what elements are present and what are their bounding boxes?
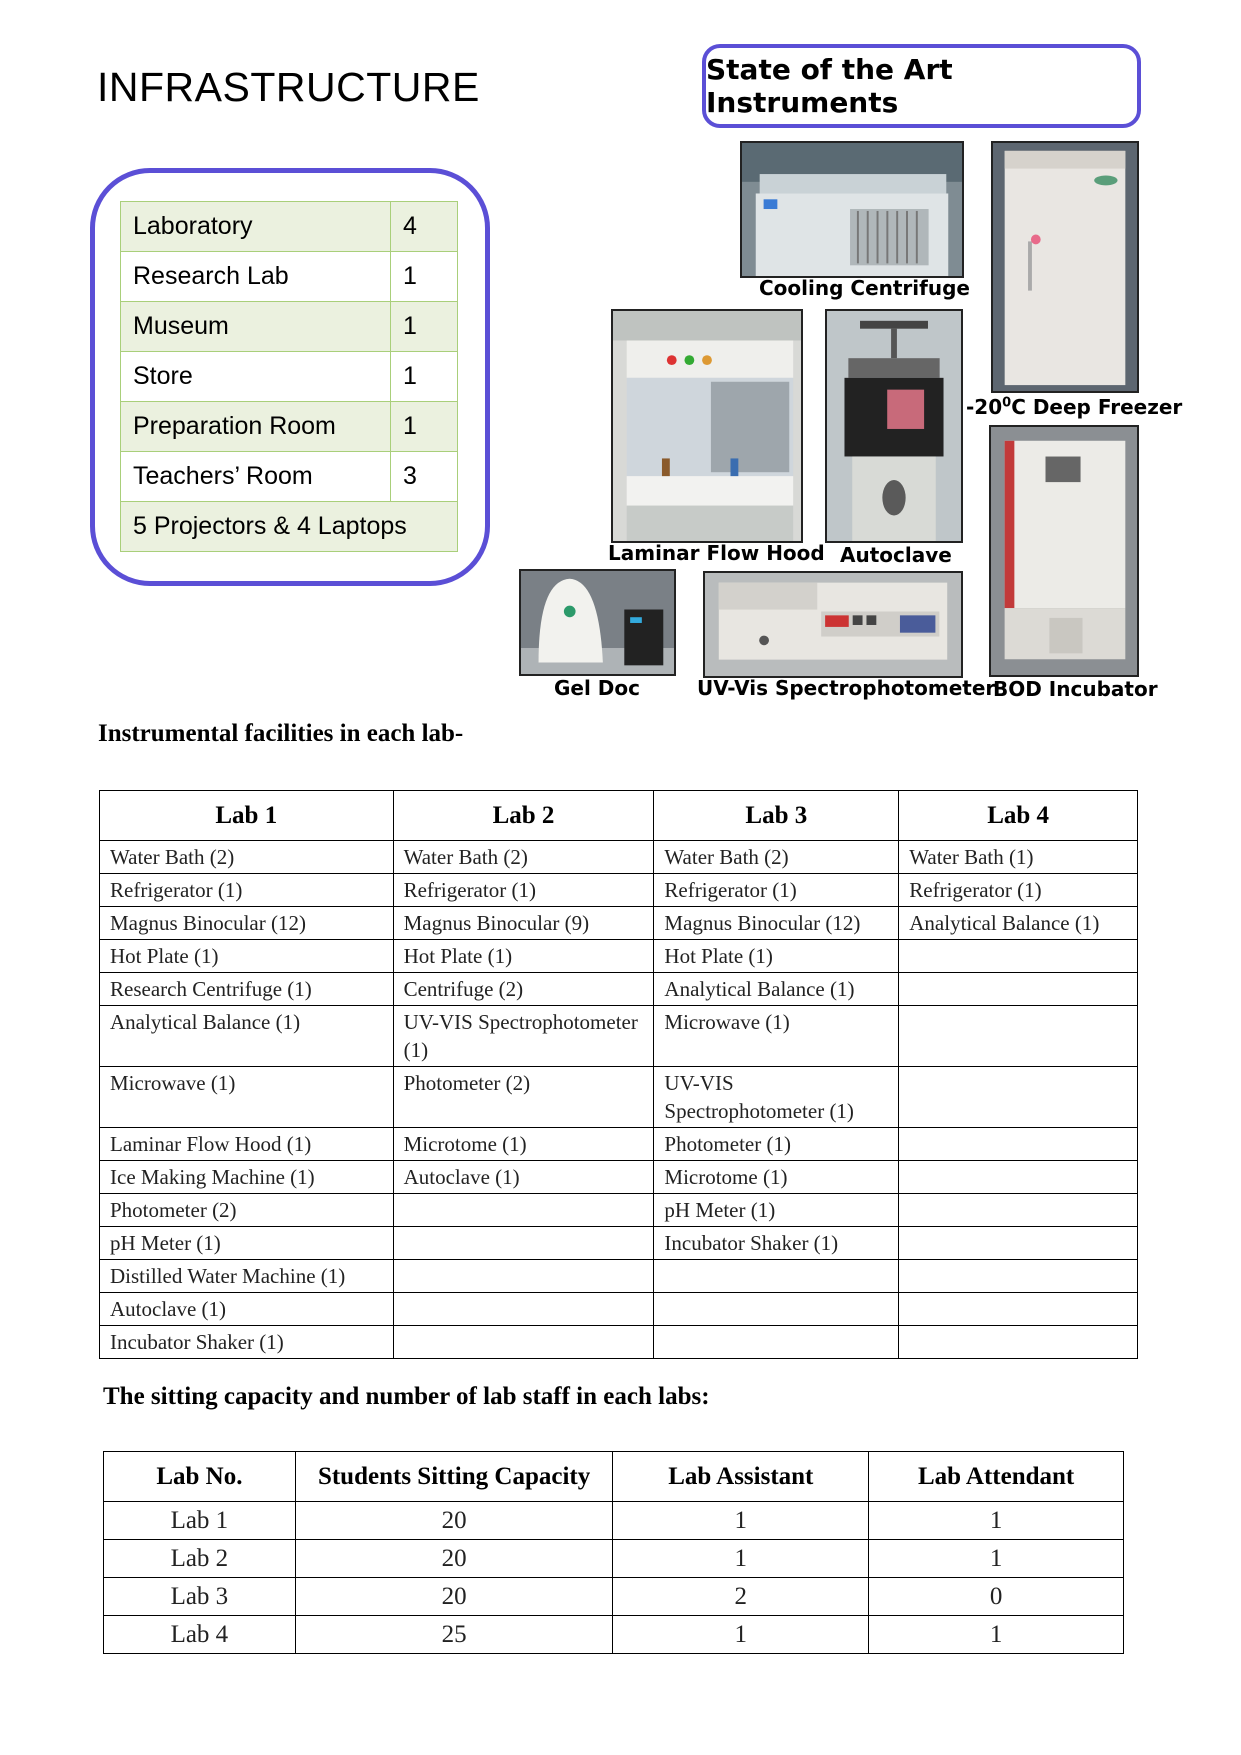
lab-facilities-cell: Microtome (1) — [654, 1161, 899, 1194]
lab-facilities-table — [99, 790, 1138, 1359]
capacity-cell: Lab 1 — [104, 1502, 296, 1540]
lab-facilities-cell: pH Meter (1) — [654, 1194, 899, 1227]
infrastructure-label: Store — [121, 352, 391, 402]
infrastructure-label: Museum — [121, 302, 391, 352]
capacity-cell: Lab 2 — [104, 1540, 296, 1578]
table-row — [100, 1326, 1138, 1359]
capacity-cell: Lab 3 — [104, 1578, 296, 1616]
cooling-centrifuge-caption: Cooling Centrifuge — [759, 276, 970, 300]
lab-facilities-cell: Photometer (1) — [654, 1128, 899, 1161]
uv-vis-caption: UV-Vis Spectrophotometer — [697, 676, 996, 700]
table-row — [100, 907, 1138, 940]
infrastructure-row — [121, 352, 458, 402]
lab-facilities-cell — [393, 1227, 654, 1260]
table-row — [100, 874, 1138, 907]
infrastructure-count: 1 — [391, 302, 458, 352]
infrastructure-footer: 5 Projectors & 4 Laptops — [121, 502, 458, 552]
table-row — [100, 1260, 1138, 1293]
capacity-cell: 1 — [869, 1502, 1124, 1540]
capacity-cell: Lab 4 — [104, 1616, 296, 1654]
lab-facilities-header: Lab 4 — [899, 791, 1138, 841]
lab-facilities-cell: Hot Plate (1) — [100, 940, 394, 973]
deep-freezer-caption-degree: 0 — [1002, 395, 1012, 411]
lab-facilities-cell — [899, 1161, 1138, 1194]
lab-facilities-cell: Refrigerator (1) — [100, 874, 394, 907]
lab-facilities-cell: Analytical Balance (1) — [899, 907, 1138, 940]
gel-doc-caption: Gel Doc — [554, 676, 640, 700]
table-row — [100, 1194, 1138, 1227]
lab-facilities-cell — [393, 1293, 654, 1326]
infrastructure-count: 1 — [391, 352, 458, 402]
lab-facilities-cell: Refrigerator (1) — [393, 874, 654, 907]
uv-vis-photo — [703, 571, 963, 678]
lab-facilities-cell: Centrifuge (2) — [393, 973, 654, 1006]
instruments-heading-box — [702, 44, 1141, 128]
capacity-cell: 1 — [613, 1502, 869, 1540]
instruments-heading: State of the Art Instruments — [706, 53, 953, 119]
lab-facilities-cell — [654, 1260, 899, 1293]
deep-freezer-caption — [966, 395, 1182, 419]
lab-facilities-cell: Hot Plate (1) — [654, 940, 899, 973]
capacity-cell: 25 — [295, 1616, 613, 1654]
page-title: INFRASTRUCTURE — [97, 64, 480, 110]
lab-facilities-cell: Water Bath (2) — [100, 841, 394, 874]
lab-facilities-cell — [654, 1293, 899, 1326]
lab-facilities-cell — [899, 1293, 1138, 1326]
infrastructure-label: Preparation Room — [121, 402, 391, 452]
lab-facilities-cell — [899, 1067, 1138, 1128]
infrastructure-footer-row — [121, 502, 458, 552]
infrastructure-label: Teachers’ Room — [121, 452, 391, 502]
capacity-cell: 20 — [295, 1540, 613, 1578]
deep-freezer-caption-prefix: -20 — [966, 395, 1003, 419]
lab-facilities-cell — [899, 1194, 1138, 1227]
lab-facilities-cell — [899, 973, 1138, 1006]
infrastructure-label: Laboratory — [121, 202, 391, 252]
capacity-header: Lab Attendant — [869, 1452, 1124, 1502]
infrastructure-count: 1 — [391, 252, 458, 302]
lab-facilities-cell: pH Meter (1) — [100, 1227, 394, 1260]
autoclave-caption: Autoclave — [840, 543, 952, 567]
lab-facilities-cell: Microwave (1) — [100, 1067, 394, 1128]
lab-facilities-cell — [899, 1227, 1138, 1260]
lab-facilities-cell: Research Centrifuge (1) — [100, 973, 394, 1006]
table-row — [100, 1067, 1138, 1128]
table-row — [100, 1006, 1138, 1067]
lab-facilities-cell: Water Bath (1) — [899, 841, 1138, 874]
lab-facilities-cell: Incubator Shaker (1) — [100, 1326, 394, 1359]
lab-facilities-cell — [899, 1006, 1138, 1067]
capacity-cell: 1 — [613, 1616, 869, 1654]
infrastructure-label: Research Lab — [121, 252, 391, 302]
table-row — [100, 1293, 1138, 1326]
table-row — [100, 1161, 1138, 1194]
lab-facilities-cell — [393, 1260, 654, 1293]
capacity-cell: 1 — [869, 1616, 1124, 1654]
lab-facilities-cell: Magnus Binocular (9) — [393, 907, 654, 940]
lab-facilities-cell: Analytical Balance (1) — [654, 973, 899, 1006]
table-row — [104, 1578, 1124, 1616]
lab-facilities-cell — [393, 1326, 654, 1359]
lab-facilities-cell: Distilled Water Machine (1) — [100, 1260, 394, 1293]
lab-facilities-header: Lab 2 — [393, 791, 654, 841]
lab-facilities-cell — [899, 940, 1138, 973]
table-row — [104, 1540, 1124, 1578]
lab-facilities-cell: Incubator Shaker (1) — [654, 1227, 899, 1260]
capacity-heading: The sitting capacity and number of lab staff in each labs: — [103, 1383, 710, 1410]
lab-facilities-cell: Magnus Binocular (12) — [100, 907, 394, 940]
lab-facilities-cell: Microtome (1) — [393, 1128, 654, 1161]
capacity-cell: 0 — [869, 1578, 1124, 1616]
laminar-flow-hood-caption: Laminar Flow Hood — [608, 541, 825, 565]
lab-facilities-cell: Water Bath (2) — [393, 841, 654, 874]
capacity-cell: 1 — [613, 1540, 869, 1578]
infrastructure-row — [121, 202, 458, 252]
infrastructure-count: 1 — [391, 402, 458, 452]
infrastructure-row — [121, 402, 458, 452]
lab-facilities-cell: Photometer (2) — [393, 1067, 654, 1128]
lab-facilities-cell: Autoclave (1) — [100, 1293, 394, 1326]
infrastructure-table — [120, 201, 458, 552]
table-row — [100, 940, 1138, 973]
lab-facilities-cell: Laminar Flow Hood (1) — [100, 1128, 394, 1161]
capacity-table — [103, 1451, 1124, 1654]
lab-facilities-cell — [393, 1194, 654, 1227]
table-row — [104, 1502, 1124, 1540]
table-row — [104, 1616, 1124, 1654]
capacity-cell: 1 — [869, 1540, 1124, 1578]
lab-facilities-cell: UV-VIS Spectrophotometer (1) — [654, 1067, 899, 1128]
lab-facilities-cell: Hot Plate (1) — [393, 940, 654, 973]
lab-facilities-header: Lab 1 — [100, 791, 394, 841]
lab-facilities-cell — [899, 1326, 1138, 1359]
lab-facilities-header: Lab 3 — [654, 791, 899, 841]
infrastructure-count: 4 — [391, 202, 458, 252]
lab-facilities-cell: UV-VIS Spectrophotometer (1) — [393, 1006, 654, 1067]
capacity-cell: 20 — [295, 1578, 613, 1616]
infrastructure-row — [121, 252, 458, 302]
infrastructure-row — [121, 452, 458, 502]
bod-incubator-photo — [989, 425, 1139, 677]
deep-freezer-caption-suffix: C Deep Freezer — [1011, 395, 1183, 419]
lab-facilities-cell — [654, 1326, 899, 1359]
capacity-cell: 20 — [295, 1502, 613, 1540]
gel-doc-photo — [519, 569, 676, 676]
lab-facilities-cell: Analytical Balance (1) — [100, 1006, 394, 1067]
lab-facilities-cell: Refrigerator (1) — [899, 874, 1138, 907]
deep-freezer-photo — [991, 141, 1139, 393]
lab-facilities-cell: Water Bath (2) — [654, 841, 899, 874]
infrastructure-count: 3 — [391, 452, 458, 502]
infrastructure-row — [121, 302, 458, 352]
laminar-flow-hood-photo — [611, 309, 803, 543]
capacity-header: Students Sitting Capacity — [295, 1452, 613, 1502]
autoclave-photo — [825, 309, 963, 543]
lab-facilities-cell: Ice Making Machine (1) — [100, 1161, 394, 1194]
lab-facilities-cell: Photometer (2) — [100, 1194, 394, 1227]
capacity-header: Lab Assistant — [613, 1452, 869, 1502]
capacity-header: Lab No. — [104, 1452, 296, 1502]
table-row — [100, 841, 1138, 874]
table-row — [100, 973, 1138, 1006]
lab-facilities-cell: Refrigerator (1) — [654, 874, 899, 907]
table-row — [100, 1128, 1138, 1161]
lab-facilities-cell: Microwave (1) — [654, 1006, 899, 1067]
lab-facilities-cell: Autoclave (1) — [393, 1161, 654, 1194]
lab-facilities-cell — [899, 1128, 1138, 1161]
cooling-centrifuge-photo — [740, 141, 964, 278]
lab-facilities-cell: Magnus Binocular (12) — [654, 907, 899, 940]
capacity-cell: 2 — [613, 1578, 869, 1616]
bod-incubator-caption: BOD Incubator — [993, 677, 1158, 701]
lab-facilities-heading: Instrumental facilities in each lab- — [98, 720, 464, 747]
table-row — [100, 1227, 1138, 1260]
lab-facilities-cell — [899, 1260, 1138, 1293]
